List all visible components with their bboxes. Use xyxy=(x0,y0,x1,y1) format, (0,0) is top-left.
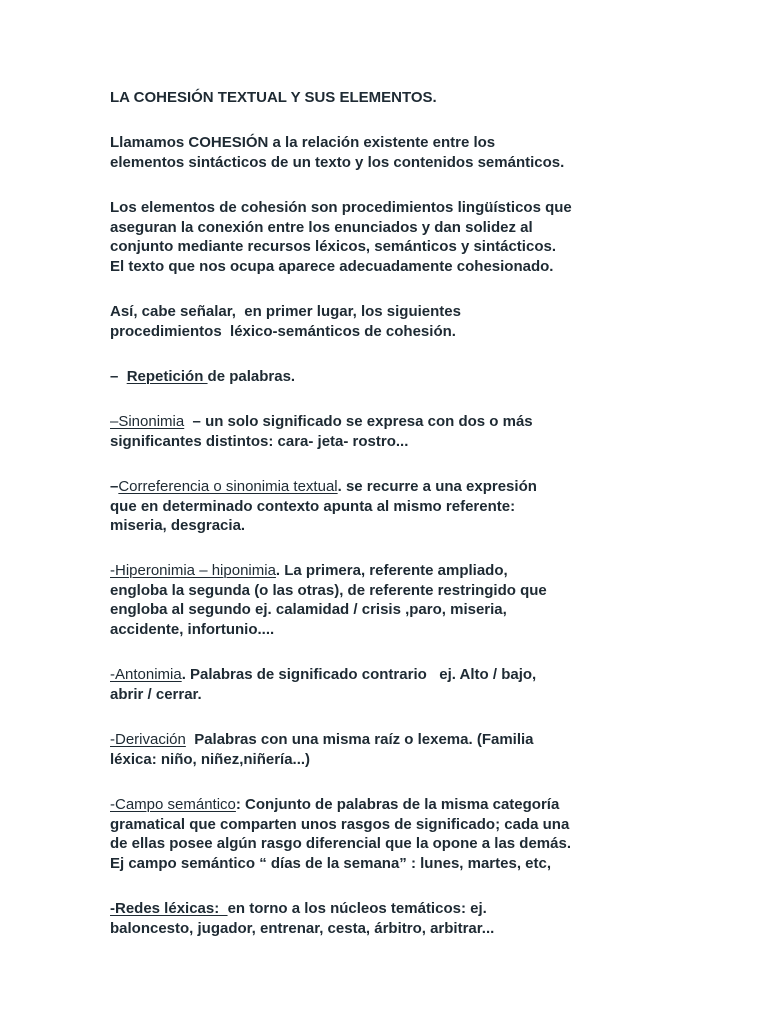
paragraph-elements xyxy=(110,198,670,276)
paragraph-intro xyxy=(110,302,670,341)
correferencia-rest: . se recurre a una expresión xyxy=(337,478,537,495)
hiperonimia-line2: engloba la segunda (o las otras), de referente restringido que xyxy=(110,581,547,599)
p2-line1: Los elementos de cohesión son procedimientos lingüísticos que xyxy=(110,199,572,216)
item-campo-semantico xyxy=(110,795,670,873)
sinonimia-rest: – un solo significado se expresa con dos o más xyxy=(184,413,533,430)
derivacion-line2: léxica: niño, niñez,niñería...) xyxy=(110,750,311,768)
hiperonimia-line4: accidente, infortunio.... xyxy=(110,620,275,638)
hiperonimia-term: -Hiperonimia – hiponimia xyxy=(110,562,276,579)
p1-line2: elementos sintácticos de un texto y los contenidos semánticos. xyxy=(110,153,565,171)
correferencia-line2: que en determinado contexto apunta al mismo referente: xyxy=(110,497,516,515)
derivacion-rest: Palabras con una misma raíz o lexema. (Familia xyxy=(185,731,534,748)
redes-term: -Redes léxicas: xyxy=(110,900,228,917)
repeticion-term: Repetición xyxy=(126,368,208,385)
item-repeticion xyxy=(110,367,670,387)
p2-line3: conjunto mediante recursos léxicos, semánticos y sintácticos. xyxy=(110,238,556,255)
item-antonimia xyxy=(110,665,670,704)
campo-line3: de ellas posee algún rasgo diferencial que la opone a las demás. xyxy=(110,835,571,852)
antonimia-line2: abrir / cerrar. xyxy=(110,685,202,703)
sinonimia-term: –Sinonimia xyxy=(110,413,185,430)
item-sinonimia xyxy=(110,412,670,451)
item-hiperonimia xyxy=(110,561,670,639)
correferencia-term: Correferencia o sinonimia textual xyxy=(118,478,338,495)
item-redes-lexicas xyxy=(110,899,670,938)
item-derivacion xyxy=(110,730,670,769)
redes-line2: baloncesto, jugador, entrenar, cesta, árbitro, arbitrar... xyxy=(110,919,495,937)
item-correferencia xyxy=(110,477,670,536)
hiperonimia-line3: engloba al segundo ej. calamidad / crisis ,paro, miseria, xyxy=(110,601,507,618)
p2-line2: aseguran la conexión entre los enunciados y dan solidez al xyxy=(110,218,533,236)
document-title xyxy=(110,88,670,108)
antonimia-term: -Antonimia xyxy=(110,666,182,683)
campo-line4: Ej campo semántico “ días de la semana” : lunes, martes, etc, xyxy=(110,854,552,872)
antonimia-rest: . Palabras de significado contrario ej. Alto / bajo, xyxy=(181,666,537,683)
paragraph-definition xyxy=(110,133,670,172)
correferencia-line3: miseria, desgracia. xyxy=(110,517,246,534)
p1-line1: Llamamos COHESIÓN a la relación existente entre los xyxy=(110,134,496,151)
redes-rest: en torno a los núcleos temáticos: ej. xyxy=(227,900,487,917)
p3-line1: Así, cabe señalar, en primer lugar, los siguientes xyxy=(110,303,461,320)
derivacion-term: -Derivación xyxy=(110,731,186,748)
repeticion-prefix: – xyxy=(110,368,127,385)
hiperonimia-rest: . La primera, referente ampliado, xyxy=(275,562,508,579)
sinonimia-line2: significantes distintos: cara- jeta- rostro... xyxy=(110,432,409,450)
repeticion-rest: de palabras. xyxy=(207,368,296,385)
campo-line2: gramatical que comparten unos rasgos de significado; cada una xyxy=(110,815,570,833)
correferencia-prefix: – xyxy=(110,478,119,495)
campo-rest: : Conjunto de palabras de la misma categoría xyxy=(235,796,560,813)
p2-line4: El texto que nos ocupa aparece adecuadamente cohesionado. xyxy=(110,257,554,275)
p3-line2: procedimientos léxico-semánticos de cohesión. xyxy=(110,322,456,340)
campo-term: -Campo semántico xyxy=(110,796,236,813)
title-text: LA COHESIÓN TEXTUAL Y SUS ELEMENTOS. xyxy=(110,89,437,106)
